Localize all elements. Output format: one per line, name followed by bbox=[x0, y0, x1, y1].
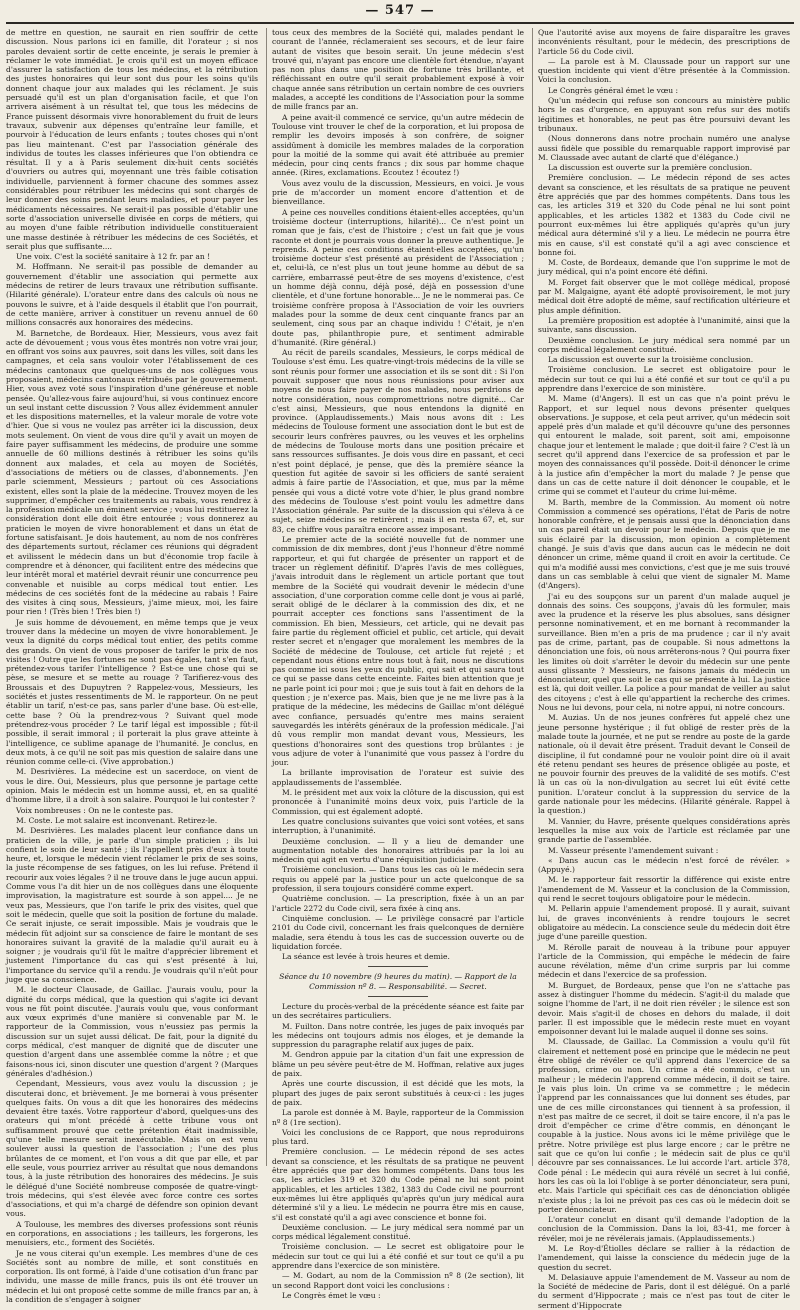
paragraph: M. Hoffmann. Ne serait-il pas possible de demander au gouvernement d'établir une association qui permette aux médecins de retirer de leurs travaux une rétribution suffisante. (Hilarité générale). L'orateur entre dans des calculs où nous ne pouvons le suivre, et à l'aide desquels il établit que l'on pourrait, de cette manière, arriver à constituer un revenu annuel de 60 millions consacrés aux honoraires des médecins. bbox=[6, 262, 258, 328]
paragraph: Voici les conclusions de ce Rapport, que nous reproduirons plus tard. bbox=[272, 1127, 524, 1147]
paragraph: Deuxième conclusion. — Il y a lieu de demander une augmentation notable des honoraires attribués par la loi au médecin qui agit en vertu d'une réquisition judiciaire. bbox=[272, 836, 524, 865]
paragraph: — La parole est à M. Claussade pour un rapport sur une question incidente qui vient d'être présentée à la Commission. Voici la conclusion. bbox=[538, 56, 790, 85]
paragraph: La brillante improvisation de l'orateur est suivie des applaudissements de l'assemblée. bbox=[272, 768, 524, 787]
paragraph: Au récit de pareils scandales, Messieurs, le corps médical de Toulouse s'est ému. Les quatre-vingt-trois médecins de la ville se sont réunis pour former une association et ils se sont dit : Si l'on pouvait supposer que nous nous réunissions pour aviser aux moyens de nous faire payer de nos malades, nous perdrions de notre considération, nous compromettrions notre dignité... Car c'est ainsi, Messieurs, que nous entendons la dignité en province. (Applaudissements.) Mais nous avons dit : Les médecins de Toulouse forment une association dont le but est de secourir leurs confrères pauvres, ou les veuves et les orphelins de médecins de Toulouse morts dans une position précaire et sans ressources suffisantes. Je dois vous dire en passant, et ceci n'est point déplacé, je pense, que dès la première séance la question fut agitée de savoir si les officiers de santé seraient admis à faire partie de l'Association, et que, mus par la même pensée qui vous a dicté votre vote d'hier, le plus grand nombre des médecins de Toulouse s'est point voulu les admettre dans l'Association générale. Par suite de la discussion qui s'éleva à ce sujet, seize médecins se retirèrent ; mais il en resta 67, et, sur 83, ce chiffre vous paraîtra encore assez imposant. bbox=[272, 348, 524, 534]
paragraph: de mettre en question, ne saurait en rien souffrir de cette discussion. Nous parlons ici en famille, dit l'orateur ; si nos paroles devaient sortir de cette enceinte, je serais le premier à réclamer le vote immédiat. Je crois qu'il est un moyen efficace d'assurer la satisfaction de tous les médecins, et la rétribution des justes honoraires qui leur sont dus pour les soins qu'ils donnent chaque jour aux malades qui les réclament. Je suis persuadé qu'il est un plan d'organisation facile, et que l'on arrivera aisément à un résultat tel, que tous les médecins de France puissent désormais vivre honorablement du fruit de leurs travaux, subvenir aux dépenses qu'entraîne leur famille, et pourvoir à l'éducation de leurs enfants ; toutes choses qui n'ont pas lieu maintenant. C'est par l'association générale des individus de toutes les classes inférieures que l'on obtiendra ce résultat. Il y a à Paris seulement dix-huit cents sociétés d'ouvriers ou autres qui, moyennant une très faible cotisation individuelle, parviennent à former chacune des sommes assez considérables pour rétribuer les médecins qui sont chargés de leur donner des soins pendant leurs maladies, et pour payer les médicaments nécessaires. Ne serait-il pas possible d'établir une sorte d'association universelle divisée en corps de métiers, qui au moyen d'une faible rétribution individuelle constitueraient une masse destinée à rétribuer les médecins de ces Sociétés, et serait plus que suffisante.... bbox=[6, 28, 258, 251]
paragraph: L'orateur conclut en disant qu'il demande l'adoption de la conclusion de la Commission. Dans la loi, 83-41, me forcer à révéler, moi je ne révélerais jamais. (Applaudissements.) bbox=[538, 1215, 790, 1243]
paragraph: Vous avez voulu de la discussion, Messieurs, en voici. Je vous prie de m'accorder un moment encore d'attention et de bienveillance. bbox=[272, 178, 524, 207]
column-1 bbox=[6, 28, 258, 1305]
paragraph: Première conclusion. — Le médecin répond de ses actes devant sa conscience, et les résultats de sa pratique ne peuvent être appréciés que par des hommes compétents. Dans tous les cas, les articles 319 et 320 du Code pénal ne lui sont point applicables, et les articles 1382 et 1383 du Code civil ne pourront eux-mêmes lui être appliqués qu'après qu'un jury médical aura déterminé s'il y a lieu. Le médecin ne pourra être mis en cause, s'il est constaté qu'il a agi avec conscience et bonne foi. bbox=[538, 173, 790, 257]
paragraph: « Dans aucun cas le médecin n'est forcé de révéler. » (Appuyé.) bbox=[538, 855, 790, 875]
paragraph: M. Le Roy-d'Étiolles déclare se rallier à la rédaction de l'amendement, qui laisse la conscience du médecin juge de la question du secret. bbox=[538, 1244, 790, 1272]
paragraph: M. Vasseur présente l'amendement suivant : bbox=[548, 845, 719, 855]
paragraph: M. Auzias. Un de nos jeunes confrères fut appelé chez une jeune personne hystérique ; il fut obligé de rester près de la malade toute la journée, et ne put se rendre au poste de la garde nationale, où il devait être présent. Traduit devant le Conseil de discipline, il fut condamné pour ne vouloir point dire où il avait été retenu pendant ses heures de présence obligée au poste, et ne pouvoir fournir des preuves de la validité de ses motifs. C'est là un cas où la non-divulgation au secret lui eût évité cette punition. L'orateur conclut à la suppression du service de la garde nationale pour les médecins. (Hilarité générale. Rappel à la question.) bbox=[538, 713, 790, 816]
paragraph: M. Forget fait observer que le mot collège médical, proposé par M. Malgaigne, ayant été adopté provisoirement, le mot jury médical doit être adopté de même, sauf rectification ultérieure et plus ample définition. bbox=[538, 277, 790, 315]
paragraph: Je ne vous citerai qu'un exemple. Les membres d'une de ces Sociétés sont au nombre de mille, et sont constitués en corporation. Ils ont formé, à l'aide d'une cotisation d'un franc par individu, une masse de mille francs, puis ils ont été trouver un médecin et lui ont proposé cette somme de mille francs par an, à la condition de s'engager à soigner bbox=[6, 1248, 258, 1305]
column-divider bbox=[532, 28, 533, 1166]
paragraph: La première proposition est adoptée à l'unanimité, ainsi que la suivante, sans discussion. bbox=[538, 315, 790, 335]
paragraph: — M. Godart, au nom de la Commission nº 8 (2e section), lit un second Rapport dont voici les conclusions : bbox=[272, 1271, 524, 1290]
paragraph: Je suis homme de dévouement, en même temps que je veux trouver dans la médecine un moyen de vivre honorablement. Je veux la dignité du corps médical tout entier, des petits comme des grands. On vient de vous proposer de tarifer le prix de nos visites ! Outre que les fortunes ne sont pas égales, tant s'en faut, prétendez-vous tarifer l'intelligence ? Est-ce une chose qui se pèse, se mesure et se mette au rouage ? Tarifierez-vous des Broussais et des Dupuytren ? Rappelez-vous, Messieurs, les sociétés et justes ressentiments de M. le rapporteur. On ne peut établir un tarif, n'est-ce pas, sans parler d'une base. Où est-elle, cette base ? Où la prendrez-vous ? Suivant quel mode prétendrez-vous procéder ? Le tarif légal est impossible ; fût-il possible, il serait immoral ; il porterait la plus grave atteinte à l'intelligence, ce sublime apanage de l'humanité. Je conclus, en deux mots, à ce qu'il ne soit pas mis question de salaire dans une réunion comme celle-ci. (Vive approbation.) bbox=[6, 617, 258, 767]
paragraph: A peine avait-il commencé ce service, qu'un autre médecin de Toulouse vint trouver le chef de la corporation, et lui proposa de remplir les devoirs imposés à son confrère, de soigner assidûment à domicile les membres malades de la corporation pour la moitié de la somme qui avait été attribuée au premier médecin, pour cinq cents francs ; dix sous par homme chaque année. (Rires, exclamations. Ecoutez ! écoutez !) bbox=[272, 112, 524, 178]
paragraph: J'ai eu des soupçons sur un parent d'un malade auquel je donnais des soins. Ces soupçons, j'avais dû les formuler, mais avec la prudence et la réserve les plus absolues, sans désigner personne nominativement, et en me bornant à recommander la surveillance. Bien m'en a pris de ma prudence ; car il n'y avait pas de crime, partant, pas de coupable. Si nous admettons la dénonciation une fois, où nous arrêterons-nous ? Qui pourra fixer les limites où doit s'arrêter le devoir du médecin sur une pente aussi glissante ? Messieurs, ne faisons jamais du médecin un dénonciateur, quel que soit le cas qui se présente à lui. La justice est là, qui doit veiller. La police a pour mandat de veiller au salut des citoyens ; c'est à elle qu'appartient la recherche des crimes. Nous ne lui devons, pour cela, ni notre appui, ni notre concours. bbox=[538, 591, 790, 713]
paragraph: Le premier acte de la société nouvelle fut de nommer une commission de dix membres, dont j'eus l'honneur d'être nommé rapporteur, et qui fut chargée de présenter un rapport et de tracer un règlement définitif. D'après l'avis de mes collègues, j'avais introduit dans le règlement un article portant que tout membre de la Société qui voudrait devenir le médecin d'une association, d'une corporation comme celle dont je vous ai parlé, serait obligé de le déclarer à la commission des dix, et ne pourrait accepter ces fonctions sans l'assentiment de la commission. Eh bien, Messieurs, cet article, qui ne devait pas faire partie du règlement officiel et public, cet article, qui devait rester secret et n'engager que moralement les membres de la Société de médecine de Toulouse, cet article fut rejeté ; et cependant nous étions entre nous tout à fait, nous ne discutions pas comme ici sous les yeux du public, qui sait et qui saura tout ce qui se passe dans cette enceinte. Faites bien attention que je ne parle point ici pour moi ; que je suis tout à fait en dehors de la question ; je n'exerce pas. Mais, bien que je ne me livre pas à la pratique de la médecine, les médecins de Gaillac m'ont délégué avec confiance, persuadés qu'entre mes mains seraient sauvegardés les intérêts généraux de la profession médicale. J'ai dû vous remplir mon mandat devant vous, Messieurs, les questions d'honoraires sont des questions trop brûlantes : je vous adjure de voter à l'unanimité que vous passez à l'ordre du jour. bbox=[272, 535, 524, 768]
paragraph: A peine ces nouvelles conditions étaient-elles acceptées, qu'un troisième docteur (interruptions, hilarité)... Ce n'est point un roman que je fais, c'est de l'histoire ; c'est un fait que je vous raconte et dont je pourrais vous donner la preuve authentique. Je reprends. A peine ces conditions étaient-elles acceptées, qu'un troisième docteur s'est présenté au président de l'Association ; et, celui-là, ce n'est plus un tout jeune homme au début de sa carrière, embarrassé peut-être de ses moyens d'existence, c'est un homme déjà connu, déjà posé, déjà en possession d'une clientèle, et d'une fortune honorable... Je ne le nommerai pas. Ce troisième confrère proposa à l'Association de voir les ouvriers malades pour la somme de deux cent cinquante francs par an seulement, cinq sous par an chaque individu ! C'était, je n'en doute pas, philanthropie pure, et sentiment admirable d'humanité. (Rire général.) bbox=[272, 207, 524, 347]
paragraph: Quatrième conclusion. — La prescription, fixée à un an par l'article 2272 du Code civil, sera fixée à cinq ans. bbox=[272, 894, 524, 913]
paragraph: M. Claussade, de Gaillac. La Commission a voulu qu'il fût clairement et nettement posé en principe que le médecin ne peut être obligé de révéler ce qu'il apprend dans l'exercice de sa profession, crime ou non. Un crime a été commis, c'est un malheur ; le médecin l'apprend comme médecin, il doit se taire. Je vais plus loin. Un crime va se commettre ; le médecin l'apprend par les connaissances que lui donnent ses études, par une de ces mille circonstances qui tiennent à sa profession, il n'est pas maître de ce secret, il doit se taire encore, il n'a pas le droit d'empêcher ce crime d'être commis, en dénonçant le coupable à la justice. Nous avons ici le même privilège que le prêtre. Notre privilège est plus large encore ; car le prêtre ne sait que ce qu'on lui confie ; le médecin sait de plus ce qu'il découvre par ses connaissances. Le lui accorde l'art. article 378, Code pénal : Le médecin qui aura révélé un secret à lui confié, hors les cas où la loi l'oblige à se porter dénonciateur, sera puni, etc. Mais l'article qui spécifiait ces cas de dénonciation obligée n'existe plus ; la loi ne prévoit pas ces cas où le médecin doit se porter dénonciateur. bbox=[538, 1037, 790, 1214]
section-divider bbox=[368, 966, 428, 967]
paragraph: M. Barnetche, de Bordeaux. Hier, Messieurs, vous avez fait acte de dévouement ; vous vous êtes montrés non votre vrai jour, en offrant vos soins aux pauvres, soit dans les villes, soit dans les campagnes, et cela sans vouloir voter l'établissement de ces médecins cantonaux que quelques-uns de nos collègues vous proposaient, médecins cantonaux rétribués par le gouvernement. Hier, vous avez voté sous l'inspiration d'une généreuse et noble pensée. Qu'allez-vous faire aujourd'hui, si vous continuez encore un seul instant cette discussion ? Vous allez évidemment annuler et les dispositions maternelles, et la valeur morale de votre vote d'hier. Que si vous ne voulez pas arrêter ici la discussion, deux mots seulement. On vient de vous dire qu'il y avait un moyen de faire payer suffisamment les médecins, de produire une somme annuelle de 60 millions destinés à rétribuer les soins qu'ils donnent aux malades, et cela au moyen de Sociétés, d'associations de métiers ou de classes, d'abonnements. J'en parle sciemment, Messieurs ; partout où ces Associations existent, elles sont la plaie de la médecine. Trouvez moyen de les supprimer, d'empêcher ces traitements au rabais, vous rendrez à la profession médicale un éminent service ; vous lui restituerez la considération dont elle doit être entourée ; vous donnerez au praticien le moyen de vivre honorablement et dans un état de fortune satisfaisant. Je dois hautement, au nom de nos confrères des départements surtout, réclamer ces réunions qui dégradent et avilissent le médecin dans un but d'économie trop facile à comprendre et à dénoncer, qui facilitent entre des médecins que leur intérêt moral et matériel devrait réunir une concurrence peu convenable et nuisible au corps médical tout entier. Les médecins de ces sociétés font de la médecine au rabais ! Faire des visites à cinq sous, Messieurs, j'aime mieux, moi, les faire pour rien ! (Très bien ! Très bien !) bbox=[6, 328, 258, 617]
paragraph: M. Fuilton. Dans notre contrée, les juges de paix invoqués par les médecins ont toujours admis nos éloges, et je demande la suppression du paragraphe relatif aux juges de paix. bbox=[272, 1021, 524, 1050]
paragraph: Qu'un médecin qui refuse son concours au ministère public hors le cas d'urgence, en appuyant son refus sur des motifs légitimes et honorables, ne peut pas être poursuivi devant les tribunaux. bbox=[538, 96, 790, 133]
paragraph: La discussion est ouverte sur la troisième conclusion. bbox=[548, 355, 754, 365]
paragraph: M. Rérolle parait de nouveau à la tribune pour appuyer l'article de la Commission, qui empêche le médecin de faire aucune révélation, même d'un crime surpris par lui comme médecin et dans l'exercice de sa profession. bbox=[538, 942, 790, 980]
paragraph: M. Vannier, du Havre, présente quelques considérations après lesquelles la mise aux voix de l'article est réclamée par une grande partie de l'assemblée. bbox=[538, 816, 790, 845]
paragraph: La parole est donnée à M. Bayle, rapporteur de la Commission nº 8 (1re section). bbox=[272, 1108, 524, 1127]
paragraph: Le Congrès émet le vœu : bbox=[282, 1290, 381, 1300]
paragraph: M. Delasiauve appuie l'amendement de M. Vasseur au nom de la Société de médecine de Paris, dont il est délégué. On a parlé du serment d'Hippocrate ; mais ce n'est pas tout de citer le serment d'Hippocrate bbox=[538, 1272, 790, 1310]
paragraph: M. le rapporteur fait ressortir la différence qui existe entre l'amendement de M. Vasseur et la conclusion de la Commission, qui rend le secret toujours obligatoire pour le médecin. bbox=[538, 875, 790, 904]
paragraph: M. Barth, membre de la Commission. Au moment où notre Commission a commencé ses opérations, l'état de Paris de notre honorable confrère, et je pensais aussi que la dénonciation dans un cas pareil était un devoir pour le médecin. Depuis que je me suis éclairé par la discussion, mon opinion a complètement changé. Je suis d'avis que dans aucun cas le médecin ne doit dénoncer un crime, même quand il croit en avoir la certitude. Ce qui m'a modifié aussi mes convictions, c'est que je me suis trouvé dans un cas semblable à celui que vient de signaler M. Mame (d'Angers). bbox=[538, 497, 790, 591]
paragraph: M. Mame (d'Angers). Il est un cas que n'a point prévu le Rapport, et sur lequel nous devons présenter quelques observations. Je suppose, et cela peut arriver, qu'un médecin soit appelé près d'un malade et qu'il découvre qu'une des personnes qui entourent le malade, soit parent, soit ami, empoisonne chaque jour et lentement le malade ; que doit-il faire ? C'est là un secret qu'il apprend dans l'exercice de sa profession et par le moyen des connaissances qu'il possède. Doit-il dénoncer le crime à la justice afin d'empêcher la mort du malade ? Je pense que dans un cas de cette nature il doit dénoncer le coupable, et le crime qui se commet et l'auteur du crime lui-même. bbox=[538, 394, 790, 497]
paragraph: A Toulouse, les membres des diverses professions sont réunis en corporations, en associations ; les tailleurs, les forgerons, les menuisiers, etc., forment des Sociétés. bbox=[6, 1219, 258, 1248]
paragraph: La séance est levée à trois heures et demie. bbox=[282, 952, 450, 962]
paragraph: M. Desrivières. Les malades placent leur confiance dans un praticien de la ville, je parle d'un simple praticien ; ils lui confient le soin de leur santé ; ils l'appellent près d'eux à toute heure, et, lorsque le médecin vient réclamer le prix de ses soins, la juste récompense de ses fatigues, on les lui refuse. Prétend il recourir aux voies légales ? il ne trouve dans le juge aucun appui. Comme vous l'a dit hier un de nos collègues dans une éloquente improvisation, la magistrature est sourde à son appel.... Je ne veux pas, Messieurs, que l'on tarife le prix des visites, quel que soit le médecin, quelle que soit la position de fortune du malade. Ce serait injuste, ce serait impossible. Mais je voudrais que le médecin fût adjoint sur sa conscience de faire le montant de ses honoraires suivant la gravité de la maladie qu'il aurait eu à soigner ; je voudrais qu'il fût le maître d'apprécier librement et justement l'importance du cas qui s'est présenté à lui, l'importance du service qu'il a rendu. Je voudrais qu'il n'eût pour juge que sa conscience. bbox=[6, 826, 258, 984]
paragraph: Voix nombreuses : On ne le conteste pas. bbox=[16, 805, 174, 815]
paragraph: Le Congrès général émet le vœu : bbox=[548, 85, 679, 95]
paragraph: Que l'autorité avise aux moyens de faire disparaître les graves inconvénients résultant, pour le médecin, des prescriptions de l'article 56 du Code civil. bbox=[538, 28, 790, 56]
paragraph: M. Burguet, de Bordeaux, pense que l'on ne s'attache pas assez à distinguer l'homme du médecin. S'agit-il du malade que soigne l'homme de l'art, il ne doit rien révéler ; le silence est son devoir. Mais s'agit-il de choses en dehors du malade, il doit parler. Il est impossible que le médecin reste muet en voyant empoisonner devant lui le malade auquel il donne ses soins. bbox=[538, 980, 790, 1037]
paragraph: M. Desrivières. La médecine est un sacerdoce, on vient de vous le dire. Oui, Messieurs, plus que personne je partage cette opinion. Mais le médecin est un homme aussi, et, en sa qualité d'homme libre, il a droit à son salaire. Pourquoi le lui contester ? bbox=[6, 767, 258, 805]
paragraph: Les quatre conclusions suivantes que voici sont votées, et sans interruption, à l'unanimité. bbox=[272, 816, 524, 836]
paragraph: M. Gendron appuie par la citation d'un fait une expression de blâme un peu sévère peut-être de M. Hoffman, relative aux juges de paix. bbox=[272, 1050, 524, 1079]
column-3 bbox=[538, 28, 790, 1310]
header-rule bbox=[6, 22, 794, 24]
paragraph: Cependant, Messieurs, vous avez voulu la discussion ; je discuterai donc, et brièvement. Je me bornerai à vous présenter quelques faits. On vous a dit que les honoraires des médecins devaient être taxés. Votre rapporteur d'abord, quelques-uns des orateurs qui m'ont précédé à cette tribune vous ont suffisamment prouvé que cette prétention était inadmissible, qu'une telle mesure serait inexécutable. Mais on est venu soulever aussi la question de l'association ; l'une des plus brûlantes de ce moment, et l'on vous a dit que par elle, et par elle seule, vous pourriez arriver au résultat que nous demandons tous, à la juste rétribution des honoraires des médecins. Je suis le délégué d'une Société nombreuse composée de quatre-vingt-trois médecins, qui s'est élevée avec force contre ces sortes d'associations, et qui m'a chargé de défendre son opinion devant vous. bbox=[6, 1079, 258, 1219]
paragraph: Troisième conclusion. — Le secret est obligatoire pour le médecin sur tout ce qui lui a été confié et sur tout ce qu'il a pu apprendre dans l'exercice de son ministère. bbox=[272, 1242, 524, 1270]
paragraph: Deuxième conclusion. — Le jury médical sera nommé par un corps médical légalement constitué. bbox=[272, 1222, 524, 1242]
column-2 bbox=[272, 28, 524, 1300]
paragraph: Troisième conclusion. Le secret est obligatoire pour le médecin sur tout ce qui lui a été confié et sur tout ce qu'il a pu apprendre dans l'exercice de son ministère. bbox=[538, 365, 790, 393]
paragraph: (Nous donnerons dans notre prochain numéro une analyse aussi fidèle que possible du remarquable rapport improvisé par M. Claussade avec autant de clarté que d'élégance.) bbox=[538, 134, 790, 162]
paragraph: M. le docteur Clausade, de Gaillac. J'aurais voulu, pour la dignité du corps médical, que la question qui s'agite ici devant vous ne fût point discutée. J'aurais voulu que, vous conformant aux vœux exprimés d'une manière si convenable par M. le rapporteur de la Commission, vous n'eussiez pas permis la discussion sur un sujet aussi délicat. De fait, pour la dignité du corps médical, c'est manquer de dignité que de discuter une question d'argent dans une assemblée comme la nôtre ; et que faisons-nous ici, sinon discuter une question d'argent ? (Marques générales d'adhésion.) bbox=[6, 985, 258, 1078]
column-divider bbox=[266, 28, 267, 1166]
paragraph: M. Coste, de Bordeaux, demande que l'on supprime le mot de jury médical, qui n'a point encore été défini. bbox=[538, 258, 790, 277]
paragraph: M. Coste. Le mot salaire est inconvenant. Retirez-le. bbox=[16, 815, 218, 825]
paragraph: Deuxième conclusion. Le jury médical sera nommé par un corps médical légalement constitué. bbox=[538, 335, 790, 354]
paragraph: Troisième conclusion. — Dans tous les cas où le médecin sera requis ou appelé par la justice pour un acte quelconque de sa profession, il sera toujours considéré comme expert. bbox=[272, 865, 524, 894]
section-divider bbox=[368, 996, 428, 997]
paragraph: La discussion est ouverte sur la première conclusion. bbox=[548, 163, 753, 173]
paragraph: Cinquième conclusion. — Le privilège consacré par l'article 2101 du Code civil, concernant les frais quelconques de dernière maladie, sera étendu à tous les cas de succession ouverte ou de liquidation forcée. bbox=[272, 913, 524, 951]
page-number: — 547 — bbox=[365, 3, 435, 18]
session-heading: Séance du 10 novembre (9 heures du matin). — Rapport de la Commission nº 8. — Responsabilité. — Secret. bbox=[279, 972, 517, 991]
paragraph: Première conclusion. — Le médecin répond de ses actes devant sa conscience, et les résultats de sa pratique ne peuvent être appréciés que par des hommes compétents. Dans tous les cas, les articles 319 et 320 du Code pénal ne lui sont point applicables, et les articles 1382, 1383 du Code civil ne pourront eux-mêmes lui être appliqués qu'après qu'un jury médical aura déterminé s'il y a lieu. Le médecin ne pourra être mis en cause, s'il est constaté qu'il a agi avec conscience et bonne foi. bbox=[272, 1147, 524, 1222]
paragraph: Après une courte discussion, il est décidé que les mots, la plupart des juges de paix seront substitués à ceux-ci : les juges de paix. bbox=[272, 1079, 524, 1107]
paragraph: Lecture du procès-verbal de la précédente séance est faite par un des secrétaires particuliers. bbox=[272, 1001, 524, 1021]
paragraph: M. le président met aux voix la clôture de la discussion, qui est prononcée à l'unanimité moins deux voix, puis l'article de la Commission, qui est également adopté. bbox=[272, 788, 524, 816]
paragraph: Une voix. C'est la société sanitaire à 12 fr. par an ! bbox=[16, 252, 211, 262]
paragraph: M. Pellarin appuie l'amendement proposé. Il y aurait, suivant lui, de graves inconvénients à rendre toujours le secret obligatoire au médecin. La conscience seule du médecin doit être juge d'une pareille question. bbox=[538, 904, 790, 942]
paragraph: tous ceux des membres de la Société qui, malades pendant le courant de l'année, réclameraient ses secours, et de leur faire autant de visites que besoin serait. Un jeune médecin s'est trouvé qui, n'ayant pas encore une clientèle fort étendue, n'ayant pas non plus dans une position de fortune très brillante, et réfléchissant en outre qu'il serait probablement exposé à voir chaque année sans rétribution un certain nombre de ces ouvriers malades, a accepté les conditions de l'Association pour la somme de mille francs par an. bbox=[272, 28, 524, 112]
